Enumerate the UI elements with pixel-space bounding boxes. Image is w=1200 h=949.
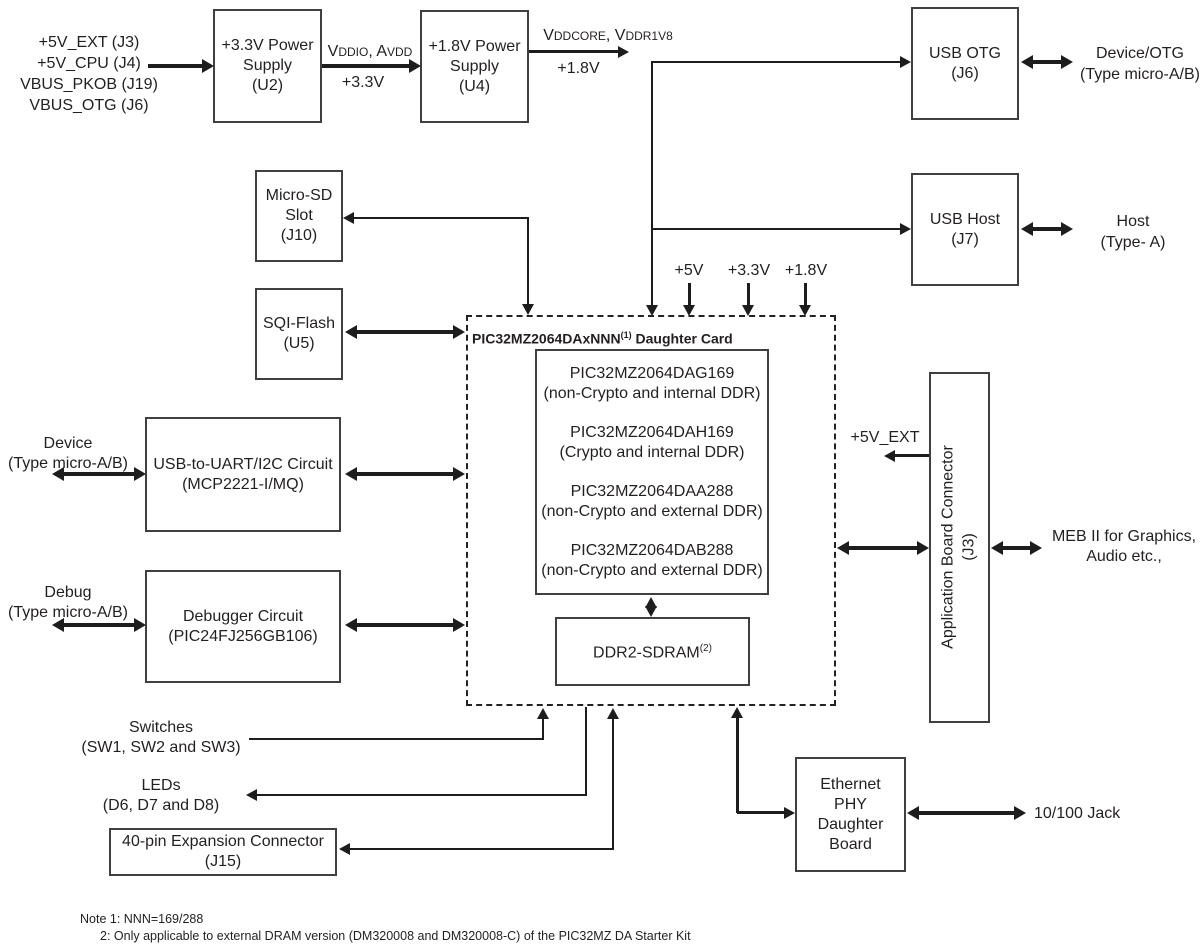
chip-variant <box>560 423 745 463</box>
device-otg-port-label <box>1075 43 1200 85</box>
arrowhead-left <box>246 789 257 801</box>
arrowhead-right <box>134 467 146 481</box>
daughter-card-title <box>472 327 733 347</box>
block-label-line: (J3) <box>960 533 978 561</box>
block-label-line: Supply <box>450 57 499 75</box>
line-1v8-rail <box>804 283 807 305</box>
ddr2-text: DDR2-SDRAM <box>593 644 700 662</box>
block-label-line: (J6) <box>951 64 979 82</box>
port-label-line: LEDs <box>141 777 181 794</box>
power-input-labels <box>15 32 163 116</box>
arrowhead-right <box>784 807 795 819</box>
block-usb-otg <box>911 7 1019 120</box>
arrowhead-down <box>646 305 658 316</box>
power-input-line: +5V_CPU (J4) <box>37 55 141 72</box>
note-2: 2: Only applicable to external DRAM version (DM320008 and DM320008-C) of the PIC32MZ DA Starter Kit <box>100 929 691 943</box>
port-label-line: MEB II for Graphics, <box>1051 528 1197 545</box>
port-label-line: (Type micro-A/B) <box>1079 66 1200 83</box>
chip-desc: (non-Crypto and external DDR) <box>541 561 763 579</box>
line-u4-vddcore <box>529 50 618 53</box>
rail-text-small: VDD <box>387 45 413 59</box>
line-ext-5v <box>894 454 929 457</box>
line-host-to-host <box>1031 227 1063 231</box>
arrowhead-up <box>607 708 619 719</box>
jack-label: 10/100 Jack <box>1034 805 1121 822</box>
line-to-usb-otg <box>651 61 900 63</box>
line-u2-to-u4 <box>322 64 409 68</box>
3v3-rail-label: +3.3V <box>341 74 385 91</box>
chip-name: PIC32MZ2064DAH169 <box>570 423 734 441</box>
arrowhead-down <box>799 305 811 316</box>
ext-5v-label: +5V_EXT <box>850 429 920 446</box>
block-label-line: USB Host <box>929 210 1001 228</box>
line-ethernet-vertical <box>736 716 739 813</box>
arrowhead-left <box>339 843 350 855</box>
block-label-line: Application Board Connector <box>939 445 957 649</box>
line-switches-vertical <box>542 716 544 740</box>
port-label-line: (Type micro-A/B) <box>7 455 128 472</box>
block-ethernet-phy <box>795 757 906 872</box>
block-label-line: (PIC24FJ256GB106) <box>168 627 318 645</box>
1v8-supply-rail-label: +1.8V <box>784 262 828 279</box>
arrowhead-right <box>1030 541 1042 555</box>
block-label-line: (MCP2221-I/MQ) <box>182 475 304 493</box>
chip-variant <box>541 482 762 522</box>
port-label-line: (Type- A) <box>1100 234 1166 251</box>
arrowhead-right <box>1014 806 1026 820</box>
block-label-line: +1.8V Power <box>428 37 521 55</box>
chip-desc: (non-Crypto and external DDR) <box>541 502 763 520</box>
1v8-rail-label: +1.8V <box>557 60 600 77</box>
line-connector-to-meb <box>1001 546 1032 550</box>
block-label-line: (J7) <box>951 230 979 248</box>
block-label-line: PHY <box>834 795 867 813</box>
rail-text: , V <box>605 27 626 44</box>
arrowhead-up <box>537 708 549 719</box>
port-label-line: Host <box>1116 213 1150 230</box>
line-debug-to-debugger <box>62 623 136 627</box>
port-label-line: (Type micro-A/B) <box>7 604 128 621</box>
arrowhead-right <box>134 618 146 632</box>
title-text: Daughter Card <box>631 330 733 347</box>
vddcore-label <box>536 26 680 46</box>
debug-port-label <box>6 583 130 623</box>
arrowhead-left <box>884 450 895 462</box>
power-input-line: +5V_EXT (J3) <box>38 34 140 51</box>
line-ethernet-to-jack <box>917 811 1015 815</box>
title-text: PIC32MZ2064DAxNNN <box>472 330 621 347</box>
arrowhead-right <box>453 325 465 339</box>
block-label-line: (J10) <box>280 227 318 244</box>
line-leds-horizontal <box>256 794 587 796</box>
arrowhead-right <box>409 59 421 73</box>
line-device-to-uart <box>62 472 136 476</box>
chip-desc: (non-Crypto and internal DDR) <box>543 384 761 402</box>
rail-text-small: DDIO <box>338 45 369 59</box>
line-sqi-to-card <box>355 330 455 334</box>
line-ethernet-horizontal <box>737 811 785 814</box>
line-microsd-vertical <box>527 217 529 305</box>
block-label-line: Slot <box>285 207 313 224</box>
block-label-line: Daughter <box>817 815 884 833</box>
arrowhead-right <box>900 223 911 235</box>
arrowhead-right <box>618 46 629 58</box>
block-microsd-slot <box>255 170 343 262</box>
line-uart-to-card <box>355 472 455 476</box>
note-1: Note 1: NNN=169/288 <box>80 912 204 926</box>
arrowhead-right <box>202 59 214 73</box>
block-label-line: (U2) <box>251 77 284 94</box>
block-1v8-power-supply <box>420 10 529 123</box>
block-label-line: Debugger Circuit <box>182 607 304 625</box>
device-port-label <box>6 434 130 474</box>
port-label-line: Switches <box>128 719 194 736</box>
block-label-line <box>593 639 712 663</box>
block-label-line: USB OTG <box>928 44 1001 62</box>
ddr2-superscript: (2) <box>699 643 712 655</box>
block-label-line: Board <box>829 835 872 853</box>
block-label-line: USB-to-UART/I2C Circuit <box>153 455 333 473</box>
arrowhead-right <box>1061 55 1073 69</box>
vddio-avdd-label <box>322 42 418 62</box>
line-expansion-horizontal <box>348 848 614 850</box>
line-microsd-horizontal <box>353 217 529 219</box>
chip-variant <box>541 541 762 581</box>
block-usb-host <box>911 173 1019 286</box>
port-label-line: (SW1, SW2 and SW3) <box>81 739 241 756</box>
line-power-trunk <box>651 61 653 305</box>
block-label-line: Ethernet <box>820 775 881 793</box>
block-label-line: 40-pin Expansion Connector <box>122 833 324 850</box>
block-label-line: SQI-Flash <box>262 315 335 332</box>
port-label-line: Debug <box>44 584 92 601</box>
line-debugger-to-card <box>355 623 455 627</box>
arrowhead-right <box>1061 222 1073 236</box>
leds-label <box>80 776 242 816</box>
arrowhead-right <box>917 541 929 555</box>
arrowhead-down <box>522 304 534 315</box>
line-leds-vertical <box>585 707 587 796</box>
host-port-label <box>1077 211 1189 253</box>
line-3v3-rail <box>747 283 750 305</box>
chip-name: PIC32MZ2064DAB288 <box>570 541 734 559</box>
port-label-line: Audio etc., <box>1086 548 1162 565</box>
block-debugger-circuit <box>145 570 341 683</box>
line-to-usb-host <box>651 228 900 230</box>
block-label-line: Supply <box>243 57 292 74</box>
block-chip-variants <box>535 349 769 595</box>
arrowhead-up <box>731 707 743 718</box>
rail-text-small: DDR1V8 <box>625 29 673 43</box>
block-ddr2-sdram <box>555 617 750 686</box>
block-sqi-flash <box>255 288 343 380</box>
line-5v-rail <box>688 283 691 305</box>
rail-text: V <box>327 43 339 60</box>
block-usb-uart-i2c <box>145 417 341 532</box>
line-expansion-vertical <box>612 716 614 850</box>
block-label-line: (U4) <box>458 77 491 95</box>
block-label-line: Micro-SD <box>265 187 333 204</box>
arrowhead-right <box>453 618 465 632</box>
arrowhead-down <box>683 305 695 316</box>
3v3-supply-rail-label: +3.3V <box>727 262 771 279</box>
chip-variant <box>544 364 761 404</box>
line-input-to-u2 <box>148 64 202 68</box>
block-label-line: (U5) <box>283 335 315 352</box>
rail-text: , A <box>368 43 387 60</box>
port-label-line: Device <box>43 435 93 452</box>
5v-rail-label: +5V <box>674 262 704 279</box>
arrowhead-down <box>742 305 754 316</box>
title-superscript: (1) <box>620 330 632 340</box>
switches-label <box>80 718 242 758</box>
arrowhead-right <box>900 56 911 68</box>
power-input-line: VBUS_OTG (J6) <box>29 97 149 114</box>
rail-text: V <box>543 27 554 44</box>
port-label-line: (D6, D7 and D8) <box>102 797 220 814</box>
chip-desc: (Crypto and internal DDR) <box>559 443 745 461</box>
block-label-line: (J15) <box>204 853 242 870</box>
rail-text-small: DDCORE <box>553 29 606 43</box>
block-expansion-connector <box>109 828 337 876</box>
power-input-line: VBUS_PKOB (J19) <box>20 76 158 93</box>
arrowhead-down <box>645 606 657 617</box>
chip-name: PIC32MZ2064DAG169 <box>569 364 735 382</box>
line-switches-horizontal <box>249 738 543 740</box>
block-label-line: +3.3V Power <box>221 37 314 54</box>
block-3v3-power-supply <box>213 9 322 123</box>
port-label-line: Device/OTG <box>1095 45 1184 62</box>
app-board-connector-label <box>938 372 982 723</box>
line-card-to-connector <box>847 546 917 550</box>
meb-label <box>1048 527 1200 567</box>
line-otg-to-device <box>1031 60 1063 64</box>
arrowhead-right <box>453 467 465 481</box>
chip-name: PIC32MZ2064DAA288 <box>570 482 734 500</box>
